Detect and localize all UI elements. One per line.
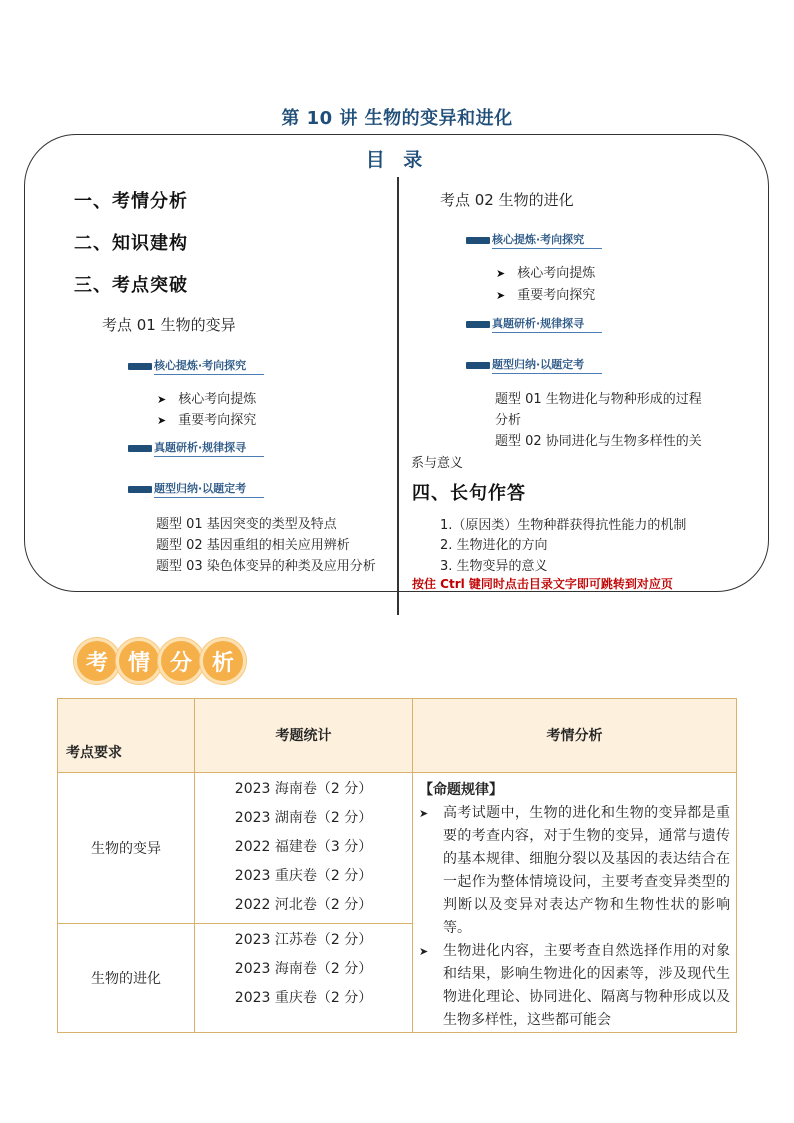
toc-type-right-1b[interactable]: 分析 bbox=[495, 413, 522, 428]
toc-heading: 目 录 bbox=[365, 149, 429, 171]
tag-bar-icon bbox=[128, 486, 152, 493]
exams-cell: 2023 海南卷（2 分） 2023 湖南卷（2 分） 2022 福建卷（3 分） 2023 重庆卷（2 分） 2022 河北卷（2 分） bbox=[195, 773, 413, 924]
banner-char: 分 bbox=[158, 638, 204, 684]
toc-divider bbox=[397, 177, 399, 615]
toc-sub-left-1[interactable]: ➤ 核心考向提炼 bbox=[157, 392, 257, 407]
toc-kaodian-02[interactable]: 考点 02 生物的进化 bbox=[440, 191, 574, 209]
ctrl-click-note: 按住 Ctrl 键同时点击目录文字即可跳转到对应页 bbox=[412, 577, 673, 591]
tag-bar-icon bbox=[128, 445, 152, 452]
toc-sub-right-2[interactable]: ➤ 重要考向探究 bbox=[496, 288, 596, 303]
toc-type-right-2b[interactable]: 系与意义 bbox=[411, 456, 464, 471]
analysis-item: ➤ 高考试题中，生物的进化和生物的变异都是重要的考查内容，对于生物的变异，通常与遗传的基本规律、细胞分裂以及基因的表达结合在一起作为整体情境设问，主要考查变异类型的判断以及变异对表达产物和生物性状的影响等。 bbox=[419, 802, 730, 940]
arrow-bullet-icon: ➤ bbox=[419, 807, 429, 820]
toc-long-2[interactable]: 2. 生物进化的方向 bbox=[440, 538, 548, 553]
arrow-bullet-icon: ➤ bbox=[157, 393, 167, 406]
toc-tag-core-left[interactable]: 核心提炼·考向探究 bbox=[128, 359, 264, 373]
analysis-cell bbox=[413, 773, 737, 1033]
toc-long-3[interactable]: 3. 生物变异的意义 bbox=[440, 559, 548, 574]
analysis-item: ➤ 生物进化内容，主要考查自然选择作用的对象和结果，影响生物进化的因素等，涉及现代生物进化理论、协同进化、隔离与物种形成以及生物多样性，这些都可能会 bbox=[419, 940, 730, 1032]
arrow-bullet-icon: ➤ bbox=[496, 289, 506, 302]
toc-type-left-3[interactable]: 题型 03 染色体变异的种类及应用分析 bbox=[156, 559, 376, 574]
toc-tag-type-left[interactable]: 题型归纳·以题定考 bbox=[128, 482, 264, 496]
banner-char: 情 bbox=[116, 638, 162, 684]
toc-tag-real-right[interactable]: 真题研析·规律探寻 bbox=[466, 317, 602, 331]
banner-char: 考 bbox=[74, 638, 120, 684]
toc-type-right-1a[interactable]: 题型 01 生物进化与物种形成的过程 bbox=[495, 392, 702, 407]
arrow-bullet-icon: ➤ bbox=[496, 267, 506, 280]
toc-tag-real-left[interactable]: 真题研析·规律探寻 bbox=[128, 441, 264, 455]
toc-section-4[interactable]: 四、长句作答 bbox=[412, 483, 526, 504]
toc-type-left-2[interactable]: 题型 02 基因重组的相关应用辨析 bbox=[156, 538, 350, 553]
arrow-bullet-icon: ➤ bbox=[419, 945, 429, 958]
exams-cell: 2023 江苏卷（2 分） 2023 海南卷（2 分） 2023 重庆卷（2 分） bbox=[195, 923, 413, 1032]
tag-bar-icon bbox=[466, 237, 490, 244]
header-stats: 考题统计 bbox=[195, 699, 413, 773]
toc-tag-type-right[interactable]: 题型归纳·以题定考 bbox=[466, 358, 602, 372]
toc-section-2[interactable]: 二、知识建构 bbox=[74, 233, 188, 254]
page-title: 第 10 讲 生物的变异和进化 bbox=[281, 108, 513, 129]
header-point: 考点要求 bbox=[58, 699, 195, 773]
tag-bar-icon bbox=[128, 363, 152, 370]
toc-section-1[interactable]: 一、考情分析 bbox=[74, 191, 188, 212]
header-analysis: 考情分析 bbox=[413, 699, 737, 773]
toc-tag-core-right[interactable]: 核心提炼·考向探究 bbox=[466, 233, 602, 247]
arrow-bullet-icon: ➤ bbox=[157, 414, 167, 427]
table-row bbox=[58, 773, 737, 924]
toc-type-left-1[interactable]: 题型 01 基因突变的类型及特点 bbox=[156, 517, 337, 532]
banner-char: 析 bbox=[200, 638, 246, 684]
tag-bar-icon bbox=[466, 362, 490, 369]
exam-stat-table bbox=[57, 698, 737, 1033]
toc-sub-left-2[interactable]: ➤ 重要考向探究 bbox=[157, 413, 257, 428]
point-cell: 生物的进化 bbox=[58, 923, 195, 1032]
toc-long-1[interactable]: 1.（原因类）生物种群获得抗性能力的机制 bbox=[440, 518, 687, 533]
section-banner bbox=[74, 638, 242, 686]
toc-kaodian-01[interactable]: 考点 01 生物的变异 bbox=[102, 316, 236, 334]
toc-section-3[interactable]: 三、考点突破 bbox=[74, 275, 188, 296]
point-cell: 生物的变异 bbox=[58, 773, 195, 924]
toc-type-right-2a[interactable]: 题型 02 协同进化与生物多样性的关 bbox=[495, 434, 702, 449]
analysis-title: 【命题规律】 bbox=[419, 782, 503, 798]
toc-sub-right-1[interactable]: ➤ 核心考向提炼 bbox=[496, 266, 596, 281]
table-header-row bbox=[58, 699, 737, 773]
tag-bar-icon bbox=[466, 321, 490, 328]
